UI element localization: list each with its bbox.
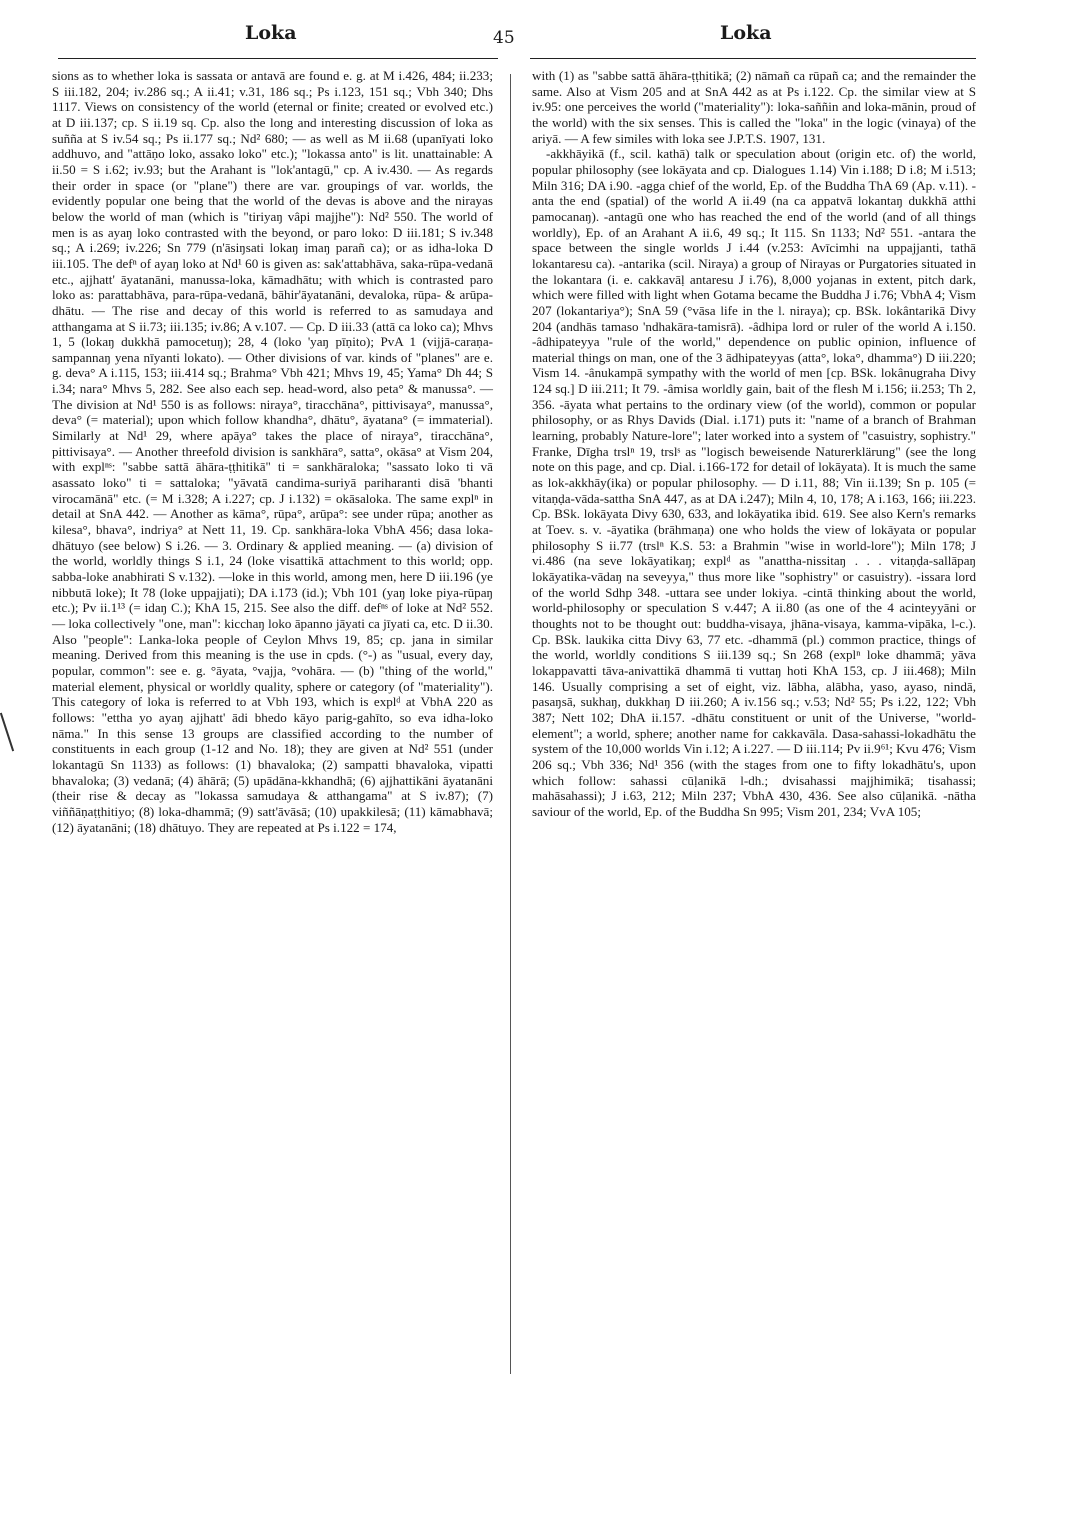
right-column-paragraph: -akkhāyikā (f., scil. kathā) talk or speculation about (origin etc. of) the world, popular philosophy (see lokāyata and cp. Dialogues 1.14) Vin i.188; D i.8; M i.513; Miln 316; DA i.90. -agga chief of the world, Ep. of the Buddha ThA 69 (Ap. v.11). -anta the end (spatial) of the world A ii.49 (na ca appatvā lokantaŋ dukkhā atthi pamocanaŋ). -antagū one who has reached the end of the world (and of all things worldly), Ep. of an Arahant A ii.6, 49 sq.; It 115. Sn 1133; Nd² 551. -antara the space between the single worlds J i.44 (v.253: Avīcimhi na uppajjanti, tathā lokantaresu ca). -antarika (scil. Niraya) a group of Nirayas or Purgatories situated in the lokantara (i. e. cakkavāḷ antaresu J i.76), 8,000 yojanas in extent, pitch dark, which were filled with light when Gotama became the Buddha J i.76; VbhA 4; Vism 207 (lokantariya°); SnA 59 (°vāsa life in the l. niraya); cp. BSk. lokântarikā Divy 204 (andhās tamaso 'ndhakāra-tamisrā). -âdhipa lord or ruler of the world A i.150. -âdhipateyya "rule of the world," dependence on public opinion, influence of material things on man, one of the 3 ādhipateyyas (atta°, loka°, dhamma°) D iii.220; Vism 14. -ânukampā sympathy with the world of men [cp. BSk. lokânugraha Divy 124 sq.] D iii.211; It 79. -âmisa worldly gain, bait of the flesh M i.156; ii.253; Th 2, 356. -āyata what pertains to the ordinary view (of the world), common or popular philosophy, or as Rhys Davids (Dial. i.171) puts it: "name of a branch of Brahman learning, probably Nature-lore"; later worked into a system of "casuistry, sophistry." Franke, Dīgha trslⁿ 19, trslˢ as "logisch beweisende Naturerklärung" (see the long note on this page, and cp. Dial. i.166-172 for detail of lokāyata). It is much the same as lok-akkhāy(ika) or popular philosophy. — D i.11, 88; Vin ii.139; Sn p. 105 (= vitaṇḍa-vāda-sattha SnA 447, as at DA i.247); Miln 4, 10, 178; A i.163, 166; iii.223. Cp. BSk. lokāyata Divy 630, 633, and lokāyatika ibid. 619. See also Kern's remarks at Toev. s. v. -āyatika (brāhmaṇa) one who holds the view of lokāyata or popular philosophy S ii.77 (trslⁿ K.S. 53: a Brahmin "wise in world-lore"); Miln 178; J vi.486 (na seve lokāyatikaŋ; explᵈ as "anattha-nissitaŋ . . . vitaṇḍa-sallāpaŋ lokāyatika-vādaŋ na seveyya," thus more like "sophistry" or casuistry). -issara lord of the world Sdhp 348. -uttara see under lokiya. -cintā thinking about the world, world-philosophy or speculation S v.447; A ii.80 (as one of the 4 acinteyyāni or thoughts not to be thought out: buddha-visaya, jhāna-visaya, kamma-vipāka, l-c.). Cp. BSk. laukika citta Divy 63, 77 etc. -dhammā (pl.) common practice, things of the world, worldly conditions S iii.139 sq.; Sn 268 (explⁿ loke dhammā; yāva lokappavatti tāva-anivattikā dhammā ti vuttaŋ hoti KhA 153, cp. J iii.468); Miln 146. Usually comprising a set of eight, viz. lābha, alābha, yaso, ayaso, nindā, pasaŋsā, sukhaŋ, dukkhaŋ D iii.260; A iv.156 sq.; v.53; Nd² 55; Ps i.22, 122; Vbh 387; Nett 102; DhA ii.157. -dhātu constituent or unit of the Universe, "world-element"; a world, sphere; another name for cakkavāla. Dasa-sahassi-lokadhātu the system of the 10,000 worlds Vin i.12; A i.227. — D iii.114; Pv ii.9⁶¹; Kvu 476; Vism 206 sq.; Vbh 336; Nd¹ 356 (with the stages from one to fifty lokadhātu's, upon which follow: sahassi cūḷanikā l-dh.; dvisahassi majjhimikā; tisahassi; mahāsahassi); J i.63, 212; Miln 237; VbhA 430, 436. See also cūḷanikā. -nātha saviour of the world, Ep. of the Buddha Sn 995; Vism 201, 234; VvA 105; xyxy=(532,146,976,819)
left-column xyxy=(52,68,493,835)
header-rule-left xyxy=(58,58,498,59)
page-header xyxy=(0,22,1073,52)
right-column-paragraph: with (1) as "sabbe sattā āhāra-ṭṭhitikā; (2) nāmañ ca rūpañ ca; and the remainder the same. Also at Vism 205 and at SnA 442 as at Ps i.122. Cp. the similar view at S iv.95: one perceives the world ("materiality"): loka-saññin and loka-mānin, proud of the world) with the six senses. This is called the "loka" in the logic (vinaya) of the ariyā. — A few similes with loka see J.P.T.S. 1907, 131. xyxy=(532,68,976,146)
column-divider xyxy=(510,74,511,1374)
header-rule-right xyxy=(530,58,976,59)
left-running-headword: Loka xyxy=(245,22,297,44)
right-running-headword: Loka xyxy=(720,22,772,44)
page-number: 45 xyxy=(493,28,515,48)
margin-scan-mark xyxy=(0,713,14,752)
left-column-paragraph: sions as to whether loka is sassata or antavā are found e. g. at M i.426, 484; ii.233; S iii.182, 204; iv.286 sq.; A ii.41; v.31, 186 sq.; Ps i.123, 151 sq.; Vbh 340; Dhs 1117. Views on consistency of the world (eternal or finite; created or evolved etc.) at D iii.137; cp. S ii.19 sq. Cp. also the long and interesting discussion of loka as suñña at S iv.54 sq.; Ps ii.177 sq.; Nd² 680; — as well as M ii.68 (upanīyati loko addhuvo, and "attāṇo loko, assako loko" etc.); "lokassa anto" is lit. unattainable: A ii.50 = S i.62; iv.93; but the Arahant is "lok'antagū," cp. A iv.430. — As regards their order in space (or "plane") there are var. groupings of var. worlds, the evidently popular one being that the world of the devas is above and the nirayas below the world of man (which is "tiriyaŋ vâpi majjhe"): Nd² 550. The world of men is as ayaŋ loko contrasted with the beyond, or paro loko: D iii.181; S iv.348 sq.; A i.269; iv.226; Sn 779 (n'āsiŋsati lokaŋ imaŋ parañ ca); or as idha-loka D iii.105. The defⁿ of ayaŋ loko at Nd¹ 60 is given as: sak'attabhāva, saka-rūpa-vedanā etc., ajjhatt' āyatanāni, manussa-loka, kāmadhātu; with which is contrasted paro loko as: parattabhāva, para-rūpa-vedanā, bāhir'āyatanāni, devaloka, rūpa- & arūpa-dhātu. — The rise and decay of this world is referred to as samudaya and atthangama at S ii.73; iii.135; iv.86; A v.107. — Cp. D iii.33 (attā ca loko ca); Mhvs 1, 5 (lokaŋ dukkhā pamocetuŋ); 28, 4 (loko 'yaŋ pīṇito); PvA 1 (vijjā-caraṇa-sampannaŋ yena nīyanti lokato). — Other divisions of var. kinds of "planes" are e. g. deva° A i.115, 153; iii.414 sq.; Brahma° Vbh 421; Mhvs 19, 45; Yama° Dh 44; S i.34; nara° Mhvs 5, 282. See also each sep. head-word, also peta° & manussa°. — The division at Nd¹ 550 is as follows: niraya°, tiracchāna°, pittivisaya°, manussa°, deva° (= material); upon which follow khandha°, dhātu°, āyatana° (= immaterial). Similarly at Nd¹ 29, where apāya° takes the place of niraya°, tiracchāna°, pittivisaya°. — Another threefold division is sankhāra°, satta°, okāsa° at Vism 204, with explⁿˢ: "sabbe sattā āhāra-ṭṭhitikā" ti = sankhāraloka; "sassato loko ti vā asassato loko" ti = sattaloka; "yāvatā candima-suriyā pariharanti disā 'bhanti virocamānā" etc. (= M i.328; A i.227; cp. J i.132) = okāsaloka. The same explⁿ in detail at SnA 442. — Another as kāma°, rūpa°, arūpa°: see under rūpa; another as kilesa°, bhava°, indriya° at Nett 11, 19. Cp. sankhāra-loka VbhA 456; dasa loka-dhātuyo (see below) S i.26. — 3. Ordinary & applied meaning. — (a) division of the world, worldly things S i.1, 24 (loke visattikā attachment to this world; opp. sabba-loke anabhirati S v.132). —loke in this world, among men, here D iii.196 (ye nibbutā loke); It 78 (loke uppajjati); DA i.173 (id.); Vbh 101 (yaŋ loke piya-rūpaŋ etc.); Pv ii.1¹³ (= idaŋ C.); KhA 15, 215. See also the diff. defⁿˢ of loke at Nd² 552. — loka collectively "one, man": kicchaŋ loko āpanno jāyati ca jīyati ca, etc. D ii.30. Also "people": Lanka-loka people of Ceylon Mhvs 19, 85; cp. jana in similar meaning. Derived from this meaning is the use in cpds. (°-) as "usual, every day, popular, common": see e. g. °āyata, °vajja, °vohāra. — (b) "thing of the world," material element, physical or worldly quality, sphere or category (of "materiality"). This category of loka is referred to at Vbh 193, which is explᵈ at VbhA 220 as follows: "ettha yo ayaŋ ajjhatt' ādi bhedo kāyo parig-gahīto, so eva idha-loko nāma." In this sense 13 groups are classified according to the number of constituents in each group (1-12 and No. 18); they are given at Nd² 551 (under lokantagū Sn 1133) as follows: (1) bhavaloka; (2) sampatti bhavaloka, vipatti bhavaloka; (3) vedanā; (4) āhārā; (5) upādāna-kkhandhā; (6) ajjhattikāni āyatanāni (their rise & decay as "lokassa samudaya & atthangama" at S iv.87); (7) viññāṇaṭṭhitiyo; (8) loka-dhammā; (9) satt'āvāsā; (10) upakkilesā; (11) kāmabhavā; (12) āyatanāni; (18) dhātuyo. They are repeated at Ps i.122 = 174, xyxy=(52,68,493,835)
right-column xyxy=(532,68,976,820)
